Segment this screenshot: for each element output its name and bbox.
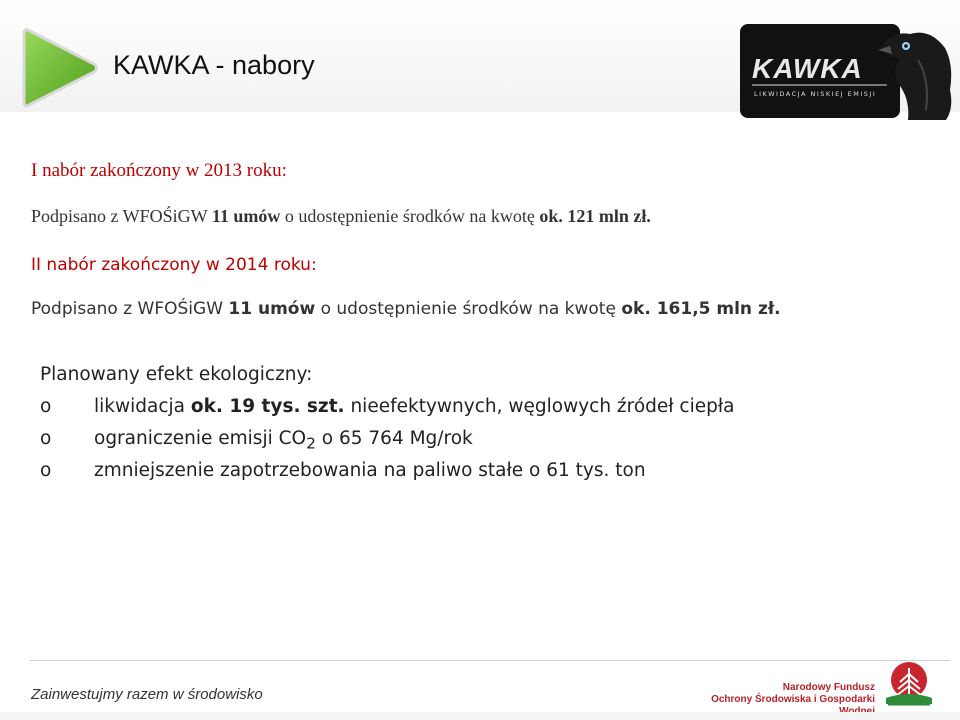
section2-text: Podpisano z WFOŚiGW 11 umów o udostępnienie środków na kwotę ok. 161,5 mln zł. — [31, 299, 781, 319]
section1-text: Podpisano z WFOŚiGW 11 umów o udostępnienie środków na kwotę ok. 121 mln zł. — [31, 206, 651, 226]
section1-heading: I nabór zakończony w 2013 roku: — [31, 160, 287, 181]
bullet-marker: o — [40, 428, 52, 449]
effects-heading: Planowany efekt ekologiczny: — [40, 364, 313, 385]
fund-logo-icon — [874, 660, 944, 712]
kawka-logo — [740, 20, 960, 120]
footer-band — [0, 712, 960, 720]
effects-item: o zmniejszenie zapotrzebowania na paliwo stałe o 61 tys. ton — [40, 458, 734, 490]
kawka-logo-subtitle: LIKWIDACJA NISKIEJ EMISJI — [754, 90, 877, 98]
play-arrow-icon — [22, 26, 100, 110]
fund-name: Narodowy Fundusz Ochrony Środowiska i Gospodarki — [711, 682, 875, 705]
effects-item: o likwidacja ok. 19 tys. szt. nieefektywnych, węglowych źródeł ciepła — [40, 394, 734, 426]
kawka-logo-text: KAWKA — [752, 53, 863, 84]
section2-heading: II nabór zakończony w 2014 roku: — [31, 255, 317, 275]
effects-item: o ograniczenie emisji $CO_2$ o 65 764 Mg/rok — [40, 428, 473, 453]
bullet-marker: o — [40, 396, 52, 417]
footer-divider — [30, 660, 950, 661]
bullet-marker: o — [40, 460, 52, 481]
effects-list — [40, 394, 734, 490]
footer-tagline: Zainwestujmy razem w środowisko — [31, 686, 263, 703]
page-title: KAWKA - nabory — [113, 50, 315, 80]
